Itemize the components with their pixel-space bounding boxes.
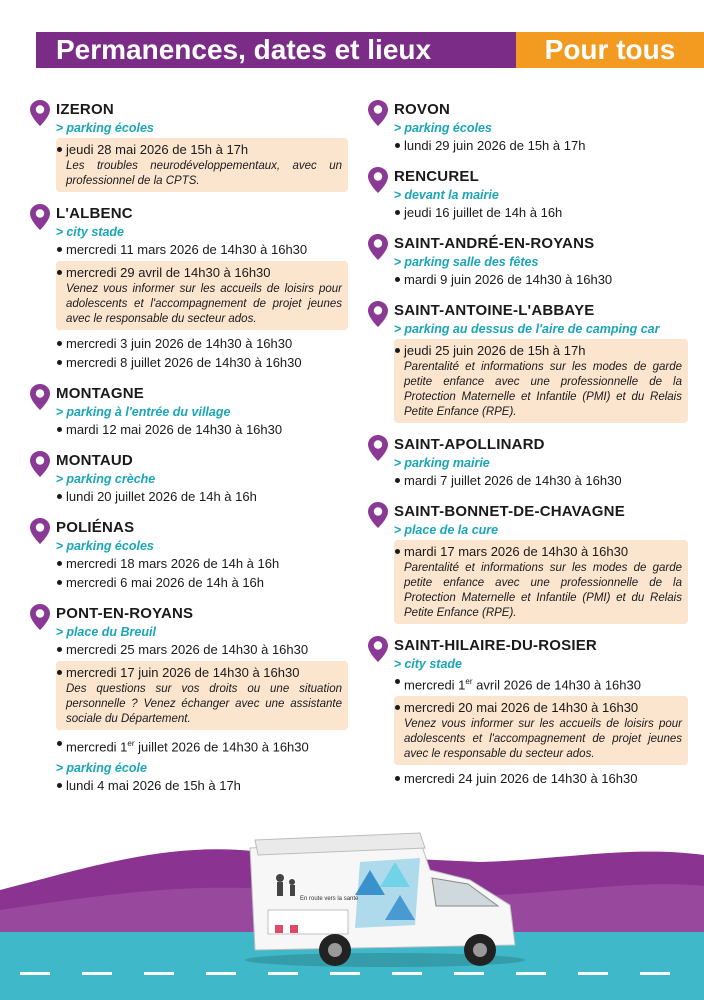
right-column xyxy=(368,100,688,800)
arrow-icon: > xyxy=(56,405,64,419)
location-place: > parking à l'entrée du village xyxy=(56,405,231,419)
location-saint-bonnet xyxy=(368,502,688,624)
location-place: > parking écoles xyxy=(56,539,154,553)
location-name: MONTAGNE xyxy=(56,385,144,402)
arrow-icon: > xyxy=(394,188,402,202)
location-place: > parking mairie xyxy=(394,456,490,470)
date-item: lundi 29 juin 2026 de 15h à 17h xyxy=(394,136,688,155)
location-place: > place du Breuil xyxy=(56,625,156,639)
location-pin-icon xyxy=(30,604,50,630)
location-place: > parking au dessus de l'aire de camping car xyxy=(394,322,660,336)
date-note: Parentalité et informations sur les modes de garde petite enfance avec une professionnelle de la Protection Maternelle et Infantile (PMI) et du Relais Petite Enfance (RPE). xyxy=(404,562,682,619)
location-pin-icon xyxy=(368,636,388,662)
location-name: POLIÉNAS xyxy=(56,519,135,536)
date-note: Des questions sur vos droits ou une situation personnelle ? Venez échanger avec une assistante sociale du Département. xyxy=(66,683,342,725)
date-item: jeudi 16 juillet de 14h à 16h xyxy=(394,203,688,222)
arrow-icon: > xyxy=(394,657,402,671)
location-izeron xyxy=(30,100,348,192)
page-title: Permanences, dates et lieux xyxy=(36,32,516,68)
date-item: mardi 7 juillet 2026 de 14h30 à 16h30 xyxy=(394,471,688,490)
location-place: > devant la mairie xyxy=(394,188,499,202)
location-name: MONTAUD xyxy=(56,452,133,469)
location-name: RENCUREL xyxy=(394,168,479,185)
arrow-icon: > xyxy=(394,523,402,537)
location-place: > parking école xyxy=(56,761,147,776)
date-item: mercredi 8 juillet 2026 de 14h30 à 16h30 xyxy=(56,353,348,372)
van-label: En route vers la santé xyxy=(300,896,359,902)
date-item: mercredi 3 juin 2026 de 14h30 à 16h30 xyxy=(56,334,348,353)
date-item: mercredi 17 juin 2026 de 14h30 à 16h30 xyxy=(56,663,342,682)
date-item: jeudi 25 juin 2026 de 15h à 17h xyxy=(394,341,682,360)
date-note: Venez vous informer sur les accueils de loisirs pour adolescents et l'accompagnement de projet jeunes avec le responsable du secteur ados. xyxy=(404,718,682,761)
date-item: mercredi 29 avril de 14h30 à 16h30 xyxy=(56,263,342,282)
audience-tag: Pour tous xyxy=(516,32,704,68)
arrow-icon: > xyxy=(394,322,402,336)
location-rovon xyxy=(368,100,688,155)
arrow-icon: > xyxy=(56,121,64,135)
location-name: ROVON xyxy=(394,101,451,118)
location-pin-icon xyxy=(368,234,388,260)
date-item: mardi 9 juin 2026 de 14h30 à 16h30 xyxy=(394,270,688,289)
date-item: mercredi 11 mars 2026 de 14h30 à 16h30 xyxy=(56,240,348,259)
date-note: Venez vous informer sur les accueils de loisirs pour adolescents et l'accompagnement de projet jeunes avec le responsable du secteur ados. xyxy=(66,283,342,325)
location-name: SAINT-ANTOINE-L'ABBAYE xyxy=(394,302,595,319)
location-place: > parking écoles xyxy=(56,121,154,135)
date-item: mercredi 20 mai 2026 de 14h30 à 16h30 xyxy=(394,698,682,717)
location-name: IZERON xyxy=(56,101,114,118)
location-pin-icon xyxy=(30,384,50,410)
date-item: mercredi 1er avril 2026 de 14h30 à 16h30 xyxy=(394,672,688,694)
highlight-box xyxy=(394,540,688,624)
location-pin-icon xyxy=(368,301,388,327)
location-saint-andre xyxy=(368,234,688,289)
highlight-box xyxy=(56,138,348,192)
arrow-icon: > xyxy=(56,761,64,776)
date-item: mercredi 1er juillet 2026 de 14h30 à 16h30 xyxy=(56,734,348,756)
arrow-icon: > xyxy=(56,472,64,486)
location-saint-hilaire xyxy=(368,636,688,788)
date-item: mardi 17 mars 2026 de 14h30 à 16h30 xyxy=(394,542,682,561)
location-place: > parking salle des fêtes xyxy=(394,255,539,269)
arrow-icon: > xyxy=(394,255,402,269)
page-header xyxy=(36,32,704,68)
date-item: mardi 12 mai 2026 de 14h30 à 16h30 xyxy=(56,420,348,439)
arrow-icon: > xyxy=(56,539,64,553)
location-montagne xyxy=(30,384,348,439)
location-polienas xyxy=(30,518,348,592)
highlight-box xyxy=(394,696,688,765)
camper-van xyxy=(245,833,525,967)
date-note: Parentalité et informations sur les modes de garde petite enfance avec une professionnelle de la Protection Maternelle et Infantile (PMI) et du Relais Petite Enfance (RPE). xyxy=(404,361,682,418)
location-pin-icon xyxy=(368,502,388,528)
highlight-box xyxy=(56,261,348,330)
location-saint-antoine xyxy=(368,301,688,423)
road-scene-illustration xyxy=(0,800,704,1000)
location-name: SAINT-BONNET-DE-CHAVAGNE xyxy=(394,503,625,520)
highlight-box xyxy=(394,339,688,423)
location-pin-icon xyxy=(368,167,388,193)
date-note: Les troubles neurodéveloppementaux, avec un professionnel de la CPTS. xyxy=(66,160,342,187)
date-item: lundi 20 juillet 2026 de 14h à 16h xyxy=(56,487,348,506)
location-pin-icon xyxy=(368,100,388,126)
location-pin-icon xyxy=(30,518,50,544)
location-albenc xyxy=(30,204,348,372)
date-item: mercredi 18 mars 2026 de 14h à 16h xyxy=(56,554,348,573)
location-name: SAINT-HILAIRE-DU-ROSIER xyxy=(394,637,597,654)
arrow-icon: > xyxy=(56,625,64,639)
date-item: lundi 4 mai 2026 de 15h à 17h xyxy=(56,776,348,795)
location-pin-icon xyxy=(30,100,50,126)
location-place: > parking crèche xyxy=(56,472,156,486)
location-name: SAINT-APOLLINARD xyxy=(394,436,545,453)
location-place: > city stade xyxy=(394,657,462,671)
arrow-icon: > xyxy=(394,456,402,470)
arrow-icon: > xyxy=(394,121,402,135)
date-item: mercredi 24 juin 2026 de 14h30 à 16h30 xyxy=(394,769,688,788)
location-name: SAINT-ANDRÉ-EN-ROYANS xyxy=(394,235,595,252)
location-place: > parking écoles xyxy=(394,121,492,135)
location-saint-apollinard xyxy=(368,435,688,490)
date-item: mercredi 6 mai 2026 de 14h à 16h xyxy=(56,573,348,592)
location-name: L'ALBENC xyxy=(56,205,133,222)
location-pont-en-royans xyxy=(30,604,348,795)
location-pin-icon xyxy=(30,451,50,477)
location-montaud xyxy=(30,451,348,506)
location-rencurel xyxy=(368,167,688,222)
location-name: PONT-EN-ROYANS xyxy=(56,605,194,622)
arrow-icon: > xyxy=(56,225,64,239)
location-pin-icon xyxy=(368,435,388,461)
location-place: > city stade xyxy=(56,225,124,239)
location-pin-icon xyxy=(30,204,50,230)
date-item: jeudi 28 mai 2026 de 15h à 17h xyxy=(56,140,342,159)
location-place: > place de la cure xyxy=(394,523,499,537)
highlight-box xyxy=(56,661,348,730)
date-item: mercredi 25 mars 2026 de 14h30 à 16h30 xyxy=(56,640,348,659)
left-column xyxy=(30,100,348,807)
